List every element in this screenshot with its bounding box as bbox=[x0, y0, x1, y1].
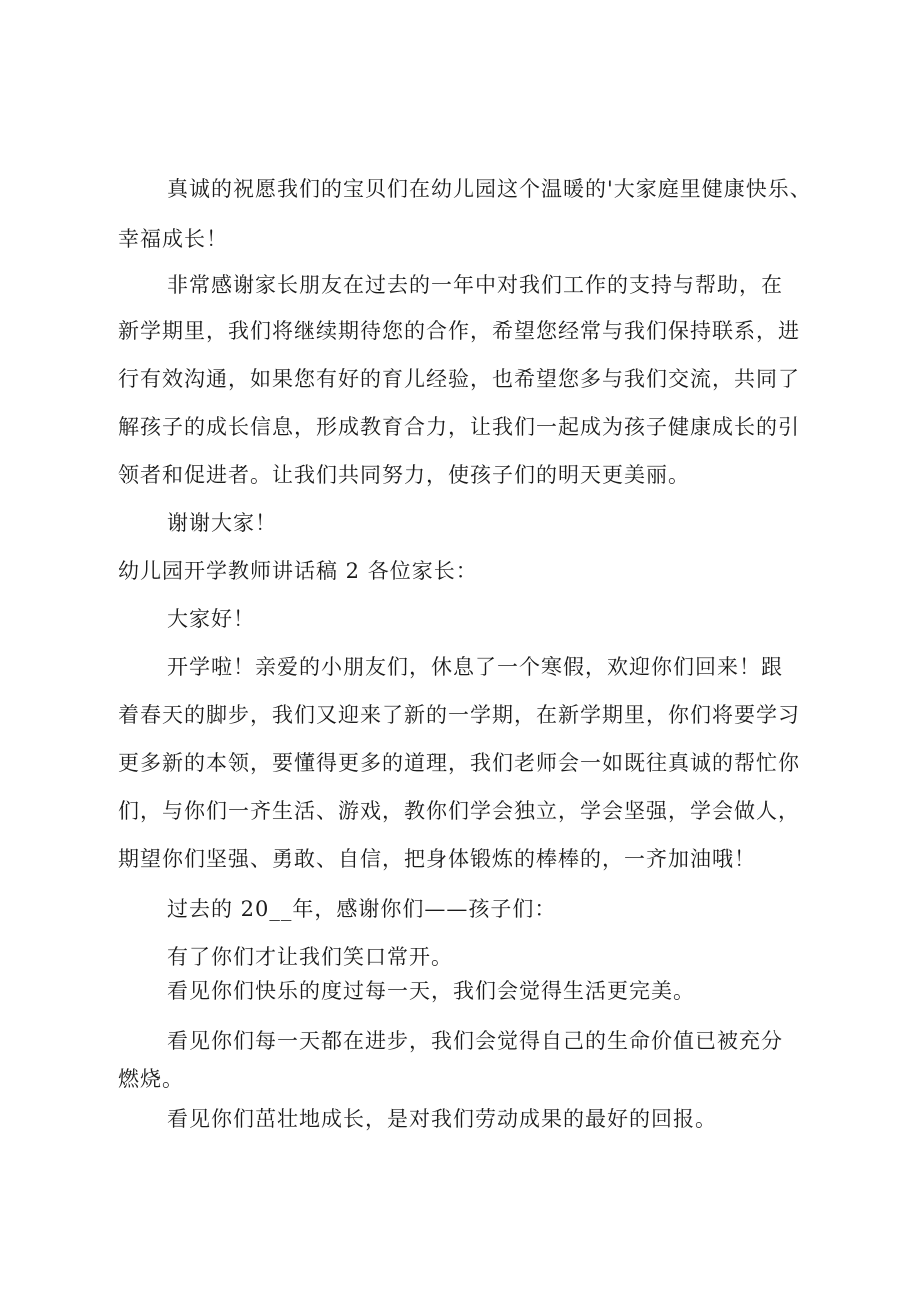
text-line: 期望你们坚强、勇敢、自信，把身体锻炼的棒棒的，一齐加油哦！ bbox=[118, 847, 756, 871]
text-line: 开学啦！亲爱的小朋友们，休息了一个寒假，欢迎你们回来！跟 bbox=[167, 655, 783, 679]
text-line: 非常感谢家长朋友在过去的一年中对我们工作的支持与帮助，在 bbox=[167, 273, 783, 297]
text-line: 幸福成长！ bbox=[118, 227, 228, 251]
text-line: 有了你们才让我们笑口常开。 bbox=[167, 945, 453, 969]
text-line: 燃烧。 bbox=[118, 1067, 184, 1091]
text-line: 谢谢大家！ bbox=[167, 511, 277, 535]
text-line: 着春天的脚步，我们又迎来了新的一学期，在新学期里，你们将要学习 bbox=[118, 703, 800, 727]
text-line: 解孩子的成长信息，形成教育合力，让我们一起成为孩子健康成长的引 bbox=[118, 415, 800, 439]
text-line: 看见你们茁壮地成长，是对我们劳动成果的最好的回报。 bbox=[167, 1107, 717, 1131]
text-line: 真诚的祝愿我们的宝贝们在幼儿园这个温暖的'大家庭里健康快乐、 bbox=[167, 177, 812, 201]
text-line: 行有效沟通，如果您有好的育儿经验，也希望您多与我们交流，共同了 bbox=[118, 367, 800, 391]
text-line: 们，与你们一齐生活、游戏，教你们学会独立，学会坚强，学会做人， bbox=[118, 799, 800, 823]
text-line: 看见你们每一天都在进步，我们会觉得自己的生命价值已被充分 bbox=[167, 1029, 783, 1053]
text-line: 新学期里，我们将继续期待您的合作，希望您经常与我们保持联系，进 bbox=[118, 319, 800, 343]
section-heading: 幼儿园开学教师讲话稿 2 各位家长： bbox=[118, 559, 478, 583]
text-line: 领者和促进者。让我们共同努力，使孩子们的明天更美丽。 bbox=[118, 463, 690, 487]
greeting: 大家好！ bbox=[167, 607, 255, 631]
text-line: 过去的 20__年，感谢你们——孩子们： bbox=[167, 897, 557, 921]
text-line: 看见你们快乐的度过每一天，我们会觉得生活更完美。 bbox=[167, 979, 695, 1003]
text-line: 更多新的本领，要懂得更多的道理，我们老师会一如既往真诚的帮忙你 bbox=[118, 751, 800, 775]
